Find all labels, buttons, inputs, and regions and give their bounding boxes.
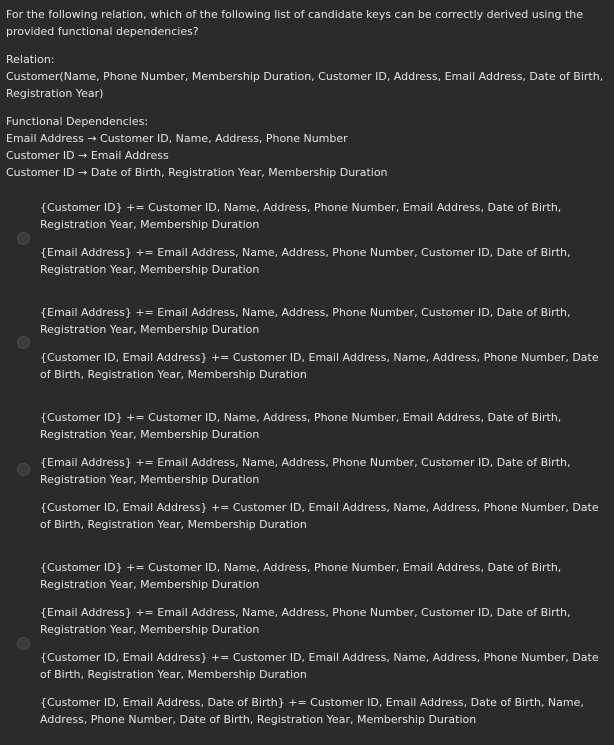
- option-3-line-2: {Email Address} += Email Address, Name, Address, Phone Number, Customer ID, Date of Birth, Registration Year, Membership Duration: [40, 456, 571, 486]
- option-4-line-4: {Customer ID, Email Address, Date of Birth} += Customer ID, Email Address, Date of Birth, Name, Address, Phone Number, Date of Birth, Registration Year, Membership Duration: [40, 696, 584, 726]
- functional-dependencies: [6, 113, 606, 181]
- dependency-line: Customer ID → Date of Birth, Registration Year, Membership Duration: [6, 166, 388, 179]
- option-2-line-2: {Customer ID, Email Address} += Customer ID, Email Address, Name, Address, Phone Number, Date of Birth, Registration Year, Membership Duration: [40, 351, 599, 381]
- option-1-radio[interactable]: [17, 232, 30, 245]
- relation-text: Customer(Name, Phone Number, Membership Duration, Customer ID, Address, Email Address, Date of Birth, Registration Year): [6, 70, 604, 100]
- dependency-line: Customer ID → Email Address: [6, 149, 169, 162]
- option-4-radio[interactable]: [17, 637, 30, 650]
- option-3-line-3: {Customer ID, Email Address} += Customer ID, Email Address, Name, Address, Phone Number, Date of Birth, Registration Year, Membership Duration: [40, 501, 599, 531]
- dependency-line: Email Address → Customer ID, Name, Address, Phone Number: [6, 132, 348, 145]
- option-4-line-3: {Customer ID, Email Address} += Customer ID, Email Address, Name, Address, Phone Number, Date of Birth, Registration Year, Membership Duration: [40, 651, 599, 681]
- question-text: For the following relation, which of the following list of candidate keys can be correctly derived using the provided functional dependencies?: [6, 8, 583, 38]
- option-2-radio[interactable]: [17, 336, 30, 349]
- functional-dependencies-label: Functional Dependencies:: [6, 115, 149, 128]
- relation-label: Relation:: [6, 53, 55, 66]
- option-4-line-1: {Customer ID} += Customer ID, Name, Address, Phone Number, Email Address, Date of Birth, Registration Year, Membership Duration: [40, 561, 562, 591]
- option-4-line-2: {Email Address} += Email Address, Name, Address, Phone Number, Customer ID, Date of Birth, Registration Year, Membership Duration: [40, 606, 571, 636]
- option-3-radio[interactable]: [17, 463, 30, 476]
- option-1-line-1: {Customer ID} += Customer ID, Name, Address, Phone Number, Email Address, Date of Birth, Registration Year, Membership Duration: [40, 201, 562, 231]
- option-2-line-1: {Email Address} += Email Address, Name, Address, Phone Number, Customer ID, Date of Birth, Registration Year, Membership Duration: [40, 306, 571, 336]
- option-1-line-2: {Email Address} += Email Address, Name, Address, Phone Number, Customer ID, Date of Birth, Registration Year, Membership Duration: [40, 246, 571, 276]
- option-3-line-1: {Customer ID} += Customer ID, Name, Address, Phone Number, Email Address, Date of Birth, Registration Year, Membership Duration: [40, 411, 562, 441]
